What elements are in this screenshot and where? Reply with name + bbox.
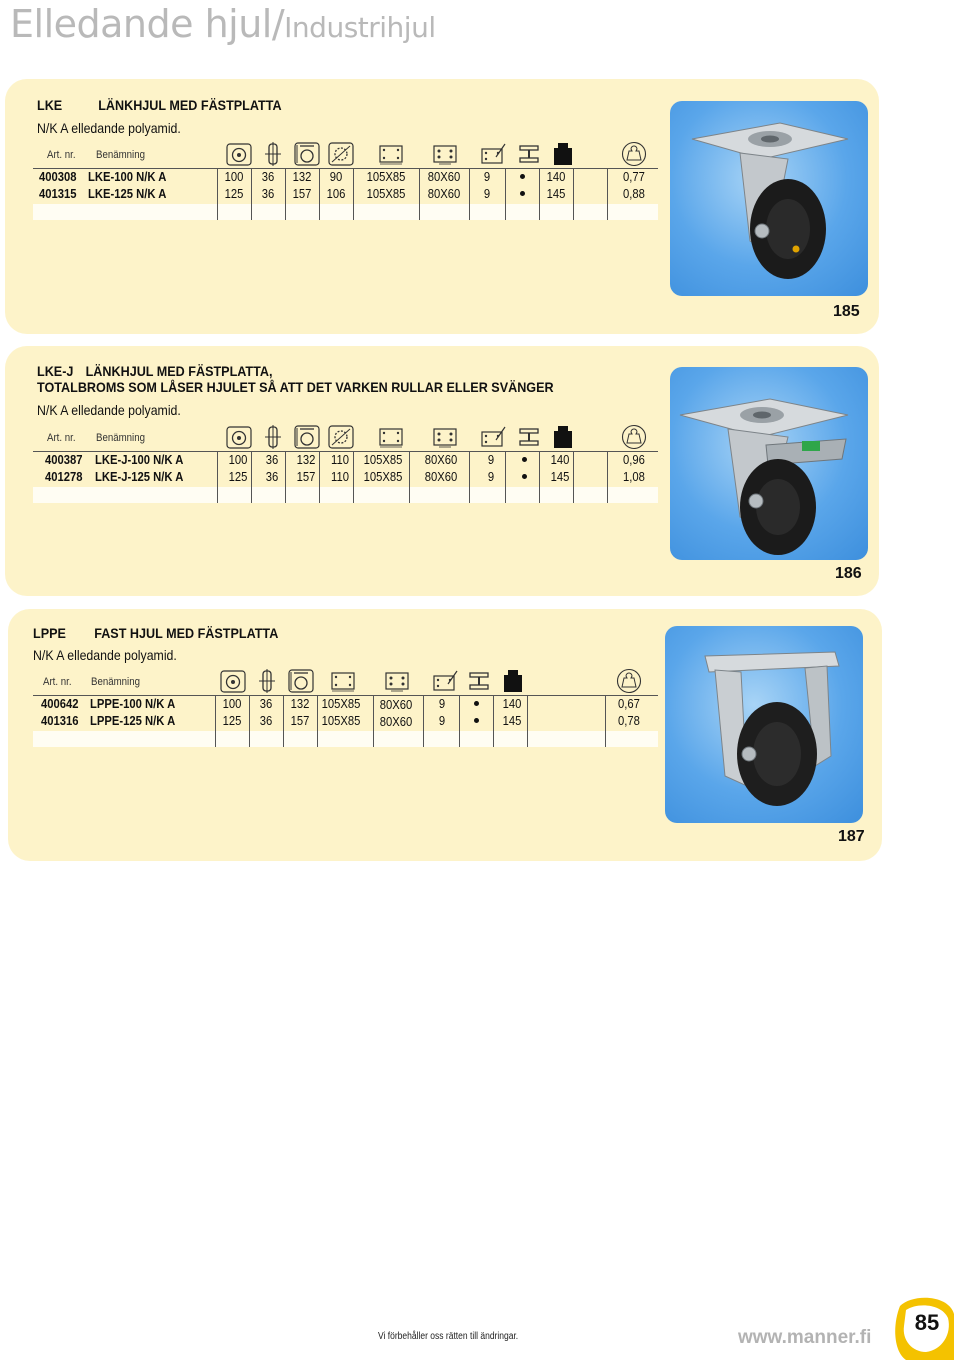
wheel-diameter-icon xyxy=(225,141,253,167)
hole-distance: 80X60 xyxy=(379,715,413,729)
page-number: 85 xyxy=(914,1310,940,1335)
footer-website[interactable]: www.manner.fi xyxy=(738,1327,872,1348)
swivel-offset: 106 xyxy=(326,187,346,201)
plate-size-icon xyxy=(377,141,405,167)
load-capacity-icon xyxy=(499,668,527,694)
weight-icon xyxy=(620,424,648,450)
art-number: 400642 xyxy=(41,697,79,711)
plate-size: 105X85 xyxy=(363,453,403,467)
swivel-offset-icon xyxy=(327,141,355,167)
table-row xyxy=(33,168,658,185)
load-capacity: 140 xyxy=(546,170,566,184)
product-subtitle: N/K A elledande polyamid. xyxy=(33,647,177,663)
table-row xyxy=(33,185,658,202)
product-code: LKE xyxy=(37,97,63,113)
wheel-width-icon xyxy=(259,424,287,450)
product-title-line2: TOTALBROMS SOM LÅSER HJULET SÅ ATT DET VARKEN RULLAR ELLER SVÄNGER xyxy=(37,379,554,395)
wheel-diameter-icon xyxy=(225,424,253,450)
wheel-width-icon xyxy=(259,141,287,167)
plate-size: 105X85 xyxy=(321,714,361,728)
art-nr-label: Art. nr. xyxy=(47,149,76,161)
bearing-dot xyxy=(474,701,479,706)
total-height: 132 xyxy=(290,697,310,711)
figure-number: 187 xyxy=(838,828,865,845)
wheel-diameter: 125 xyxy=(222,714,242,728)
hole-distance-icon xyxy=(431,141,459,167)
product-subtitle: N/K A elledande polyamid. xyxy=(37,402,181,418)
plate-size: 105X85 xyxy=(363,470,403,484)
swivel-offset: 90 xyxy=(329,170,343,184)
total-height: 157 xyxy=(296,470,316,484)
page-title: Elledande hjul/Industrihjul xyxy=(10,2,436,46)
bearing-icon xyxy=(515,141,543,167)
name-label: Benämning xyxy=(91,676,140,688)
load-capacity: 145 xyxy=(550,470,570,484)
art-number: 400308 xyxy=(39,170,77,184)
bearing-dot xyxy=(520,191,525,196)
bearing-dot xyxy=(522,457,527,462)
product-photo-braked-caster xyxy=(670,367,868,560)
footer-disclaimer: Vi förbehåller oss rätten till ändringar. xyxy=(378,1331,519,1342)
product-code: LKE-J xyxy=(37,363,74,379)
product-panel-lke-j xyxy=(5,346,879,596)
art-nr-label: Art. nr. xyxy=(47,432,76,444)
table-row xyxy=(33,695,658,712)
total-height-icon xyxy=(287,668,315,694)
bolt-size: 9 xyxy=(487,453,495,467)
product-subtitle: N/K A elledande polyamid. xyxy=(37,120,181,136)
art-number: 401316 xyxy=(41,714,79,728)
total-height: 132 xyxy=(296,453,316,467)
art-number: 401315 xyxy=(39,187,77,201)
wheel-width-icon xyxy=(253,668,281,694)
weight: 0,88 xyxy=(623,187,645,201)
wheel-diameter-icon xyxy=(219,668,247,694)
product-photo-fixed-caster xyxy=(665,626,863,823)
weight: 1,08 xyxy=(623,470,645,484)
column-header-row xyxy=(33,141,658,169)
product-name: LKE-125 N/K A xyxy=(88,187,167,201)
bolt-hole-icon xyxy=(479,141,507,167)
total-height: 157 xyxy=(290,714,310,728)
load-capacity: 140 xyxy=(550,453,570,467)
page-number-badge xyxy=(892,1296,956,1360)
section-heading xyxy=(33,625,278,641)
table-row xyxy=(33,451,658,468)
bearing-icon xyxy=(465,668,493,694)
load-capacity: 145 xyxy=(546,187,566,201)
wheel-width: 36 xyxy=(265,470,279,484)
bolt-size: 9 xyxy=(483,170,491,184)
plate-size: 105X85 xyxy=(366,187,406,201)
bolt-size: 9 xyxy=(438,697,446,711)
bearing-dot xyxy=(520,174,525,179)
bolt-size: 9 xyxy=(483,187,491,201)
product-panel-lppe xyxy=(8,609,882,861)
product-name: LKE-J-100 N/K A xyxy=(95,453,184,467)
wheel-diameter: 100 xyxy=(228,453,248,467)
section-heading xyxy=(37,97,282,113)
product-title: LÄNKHJUL MED FÄSTPLATTA, xyxy=(85,363,273,379)
wheel-width: 36 xyxy=(259,697,273,711)
bolt-size: 9 xyxy=(487,470,495,484)
hole-distance: 80X60 xyxy=(424,470,458,484)
hole-distance: 80X60 xyxy=(427,187,461,201)
bolt-size: 9 xyxy=(438,714,446,728)
wheel-diameter: 100 xyxy=(224,170,244,184)
weight: 0,96 xyxy=(623,453,645,467)
product-name: LPPE-125 N/K A xyxy=(90,714,176,728)
table-row xyxy=(33,468,658,485)
total-height-icon xyxy=(293,141,321,167)
plate-size: 105X85 xyxy=(321,697,361,711)
swivel-offset: 110 xyxy=(331,470,349,484)
plate-size: 105X85 xyxy=(366,170,406,184)
product-name: LPPE-100 N/K A xyxy=(90,697,176,711)
wheel-width: 36 xyxy=(259,714,273,728)
load-capacity: 140 xyxy=(502,697,522,711)
total-height-icon xyxy=(293,424,321,450)
art-number: 400387 xyxy=(45,453,83,467)
weight: 0,77 xyxy=(623,170,645,184)
product-photo-swivel-caster xyxy=(670,101,868,296)
weight: 0,67 xyxy=(618,697,640,711)
bearing-dot xyxy=(522,474,527,479)
art-number: 401278 xyxy=(45,470,83,484)
hole-distance: 80X60 xyxy=(427,170,461,184)
swivel-offset: 110 xyxy=(331,453,349,467)
wheel-width: 36 xyxy=(261,170,275,184)
art-nr-label: Art. nr. xyxy=(43,676,72,688)
product-title: FAST HJUL MED FÄSTPLATTA xyxy=(94,625,279,641)
product-code: LPPE xyxy=(33,625,66,641)
hole-distance: 80X60 xyxy=(424,453,458,467)
swivel-offset-icon xyxy=(327,424,355,450)
product-title: LÄNKHJUL MED FÄSTPLATTA xyxy=(98,97,282,113)
bearing-icon xyxy=(515,424,543,450)
bearing-dot xyxy=(474,718,479,723)
column-header-row xyxy=(33,424,658,452)
weight-icon xyxy=(620,141,648,167)
spec-table xyxy=(33,168,658,220)
name-label: Benämning xyxy=(96,149,145,161)
section-heading xyxy=(37,363,554,395)
total-height: 157 xyxy=(292,187,312,201)
hole-distance: 80X60 xyxy=(379,698,413,712)
name-label: Benämning xyxy=(96,432,145,444)
bolt-hole-icon xyxy=(479,424,507,450)
table-row xyxy=(33,712,658,729)
product-panel-lke xyxy=(5,79,879,334)
wheel-diameter: 125 xyxy=(228,470,248,484)
weight: 0,78 xyxy=(618,714,640,728)
hole-distance-icon xyxy=(431,424,459,450)
figure-number: 186 xyxy=(835,565,862,582)
load-capacity-icon xyxy=(549,424,577,450)
weight-icon xyxy=(615,668,643,694)
plate-size-icon xyxy=(377,424,405,450)
wheel-diameter: 100 xyxy=(222,697,242,711)
hole-distance-icon xyxy=(383,668,411,694)
plate-size-icon xyxy=(329,668,357,694)
total-height: 132 xyxy=(292,170,312,184)
wheel-diameter: 125 xyxy=(224,187,244,201)
spec-table xyxy=(33,451,658,503)
figure-number: 185 xyxy=(833,303,860,320)
wheel-width: 36 xyxy=(261,187,275,201)
product-name: LKE-100 N/K A xyxy=(88,170,167,184)
load-capacity: 145 xyxy=(502,714,522,728)
product-name: LKE-J-125 N/K A xyxy=(95,470,184,484)
load-capacity-icon xyxy=(549,141,577,167)
bolt-hole-icon xyxy=(431,668,459,694)
spec-table xyxy=(33,695,658,747)
wheel-width: 36 xyxy=(265,453,279,467)
column-header-row xyxy=(33,668,658,696)
